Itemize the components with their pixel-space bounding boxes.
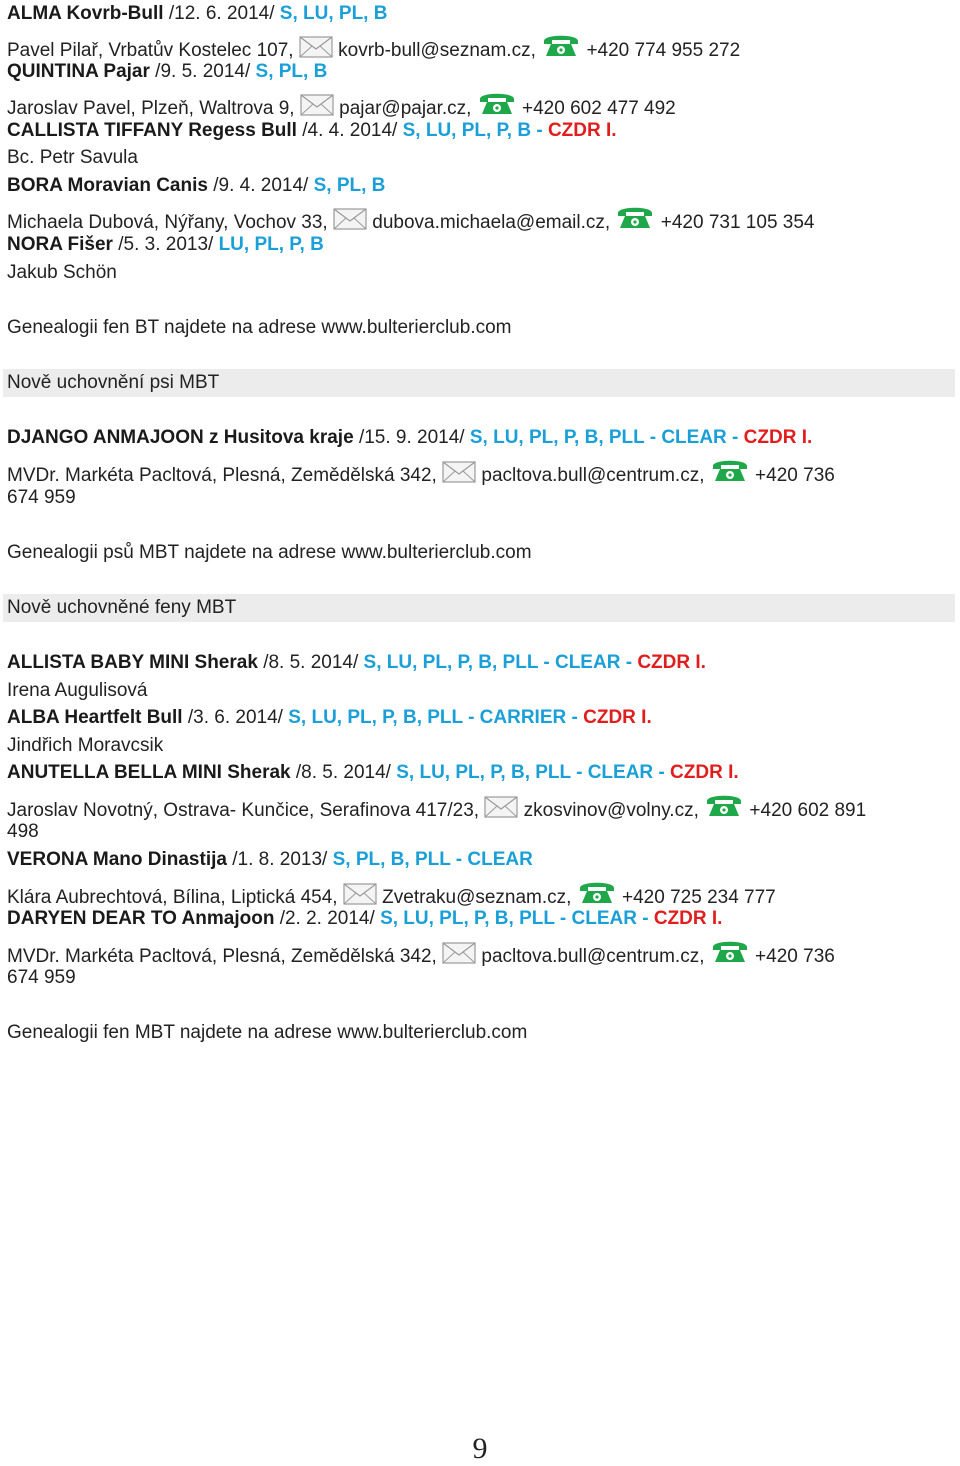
phone-icon [704, 792, 744, 818]
genealogy-text: Genealogii psů MBT najdete na adrese www.bulterierclub.com [7, 542, 532, 563]
owner-email[interactable]: kovrb-bull@seznam.cz, [338, 40, 536, 61]
dog-date: /15. 9. 2014/ [358, 427, 465, 448]
owner-line-2 [7, 146, 138, 170]
owner-phone: +420 736 [755, 946, 835, 967]
envelope-icon [300, 94, 334, 116]
owner-line-feny-1 [7, 734, 163, 758]
section-header-psi-mbt: Nově uchovnění psi MBT [3, 369, 955, 397]
owner-email[interactable]: pacltova.bull@centrum.cz, [481, 946, 705, 967]
owner-line-feny-2 [7, 792, 866, 823]
dog-date: /4. 4. 2014/ [302, 120, 398, 141]
dog-titles: S, PL, B [313, 175, 386, 196]
dog-name: BORA Moravian Canis [7, 175, 208, 196]
owner-email[interactable]: dubova.michaela@email.cz, [372, 212, 611, 233]
dog-name: VERONA Mano Dinastija [7, 849, 227, 870]
litter-line-3 [7, 174, 385, 198]
dog-titles: S, LU, PL, P, B, PLL - CLEAR - [469, 427, 744, 448]
owner-name: Bc. Petr Savula [7, 147, 138, 168]
dog-name: ANUTELLA BELLA MINI Sherak [7, 762, 291, 783]
owner-phone-cont: 674 959 [7, 487, 76, 508]
owner-phone-cont: 498 [7, 821, 39, 842]
genealogy-note [7, 316, 512, 340]
czdr-badge: CZDR I. [583, 707, 652, 728]
envelope-icon [333, 208, 367, 230]
owner-email[interactable]: pacltova.bull@centrum.cz, [481, 465, 705, 486]
owner-line-feny-0 [7, 679, 148, 703]
litter-line-feny-3 [7, 848, 533, 872]
dog-name: DJANGO ANMAJOON z Husitova kraje [7, 427, 354, 448]
envelope-icon [299, 36, 333, 58]
owner-name: Irena Augulisová [7, 680, 148, 701]
genealogy-text: Genealogii fen BT najdete na adrese www.bulterierclub.com [7, 317, 512, 338]
czdr-badge: CZDR I. [743, 427, 813, 448]
owner-line-psi [7, 457, 835, 488]
czdr-badge: CZDR I. [637, 652, 706, 673]
owner-name: Jindřich Moravcsik [7, 735, 164, 756]
owner-name: Jaroslav Novotný, Ostrava- Kunčice, Serafinova 417/23, [7, 800, 480, 821]
envelope-icon [343, 883, 377, 905]
czdr-badge: CZDR I. [653, 908, 723, 929]
dog-date: /2. 2. 2014/ [279, 908, 375, 929]
dog-titles: S, PL, B [255, 61, 328, 82]
litter-line-feny-0 [7, 651, 706, 675]
envelope-icon [442, 942, 476, 964]
dog-titles: S, LU, PL, P, B, PLL - CARRIER - [288, 707, 584, 728]
czdr-badge: CZDR I. [670, 762, 739, 783]
dog-name: ALBA Heartfelt Bull [7, 707, 183, 728]
owner-email[interactable]: Zvetraku@seznam.cz, [382, 887, 572, 908]
dog-titles: S, LU, PL, P, B, PLL - CLEAR - [363, 652, 638, 673]
owner-name: Pavel Pilař, Vrbatův Kostelec 107, [7, 40, 294, 61]
dog-titles: S, LU, PL, P, B, PLL - CLEAR - [396, 762, 671, 783]
dog-date: /3. 6. 2014/ [187, 707, 283, 728]
dog-date: /8. 5. 2014/ [263, 652, 359, 673]
page-number: 9 [472, 1432, 488, 1465]
owner-phone-cont: 674 959 [7, 967, 76, 988]
owner-line-0 [7, 32, 740, 63]
dog-titles: S, LU, PL, P, B, PLL - CLEAR - [380, 908, 654, 929]
section-header-feny-mbt: Nově uchovněné feny MBT [3, 594, 955, 622]
owner-phone: +420 602 477 492 [522, 98, 676, 119]
dog-name: DARYEN DEAR TO Anmajoon [7, 908, 275, 929]
dog-name: NORA Fišer [7, 234, 113, 255]
litter-line-feny-4 [7, 907, 722, 931]
dog-name: QUINTINA Pajar [7, 61, 150, 82]
owner-name: Klára Aubrechtová, Bílina, Liptická 454, [7, 887, 338, 908]
owner-phone: +420 731 105 354 [660, 212, 815, 233]
owner-line-3 [7, 204, 815, 235]
litter-line-feny-2 [7, 761, 739, 785]
dog-titles: LU, PL, P, B [218, 234, 324, 255]
litter-line-feny-1 [7, 706, 652, 730]
phone-icon [541, 32, 581, 58]
owner-phone: +420 725 234 777 [622, 887, 776, 908]
dog-name: CALLISTA TIFFANY Regess Bull [7, 120, 297, 141]
phone-icon [577, 879, 617, 905]
dog-date: /12. 6. 2014/ [168, 3, 275, 24]
envelope-icon [484, 796, 518, 818]
owner-name: Michaela Dubová, Nýřany, Vochov 33, [7, 212, 328, 233]
dog-name: ALMA Kovrb-Bull [7, 3, 164, 24]
owner-line-feny-3 [7, 879, 776, 910]
dog-date: /8. 5. 2014/ [295, 762, 391, 783]
owner-email[interactable]: zkosvinov@volny.cz, [523, 800, 699, 821]
litter-line-2 [7, 119, 617, 143]
owner-phone: +420 736 [755, 465, 835, 486]
litter-line-4 [7, 233, 324, 257]
owner-name: Jaroslav Pavel, Plzeň, Waltrova 9, [7, 98, 295, 119]
genealogy-note [7, 1021, 527, 1045]
dog-titles: S, LU, PL, B [279, 3, 388, 24]
dog-date: /5. 3. 2013/ [118, 234, 214, 255]
owner-name: MVDr. Markéta Pacltová, Plesná, Zemědělská 342, [7, 465, 437, 486]
owner-phone: +420 602 891 [749, 800, 867, 821]
dog-titles: S, LU, PL, P, B - [402, 120, 548, 141]
owner-email[interactable]: pajar@pajar.cz, [339, 98, 472, 119]
owner-line-feny-4 [7, 938, 835, 969]
owner-name: MVDr. Markéta Pacltová, Plesná, Zemědělská 342, [7, 946, 437, 967]
owner-phone: +420 774 955 272 [586, 40, 741, 61]
owner-line-4 [7, 261, 117, 285]
dog-date: /9. 4. 2014/ [213, 175, 309, 196]
litter-line-0 [7, 2, 387, 26]
owner-name: Jakub Schön [7, 262, 117, 283]
owner-line-1 [7, 90, 676, 121]
litter-line-psi [7, 426, 812, 450]
dog-titles: S, PL, B, PLL - CLEAR [332, 849, 533, 870]
czdr-badge: CZDR I. [547, 120, 617, 141]
envelope-icon [442, 461, 476, 483]
phone-icon [615, 204, 655, 230]
phone-icon [710, 457, 750, 483]
litter-line-1 [7, 60, 327, 84]
genealogy-note [7, 541, 532, 565]
dog-name: ALLISTA BABY MINI Sherak [7, 652, 258, 673]
dog-date: /1. 8. 2013/ [232, 849, 328, 870]
dog-date: /9. 5. 2014/ [155, 61, 251, 82]
genealogy-text: Genealogii fen MBT najdete na adrese www.bulterierclub.com [7, 1022, 528, 1043]
phone-icon [710, 938, 750, 964]
phone-icon [477, 90, 517, 116]
